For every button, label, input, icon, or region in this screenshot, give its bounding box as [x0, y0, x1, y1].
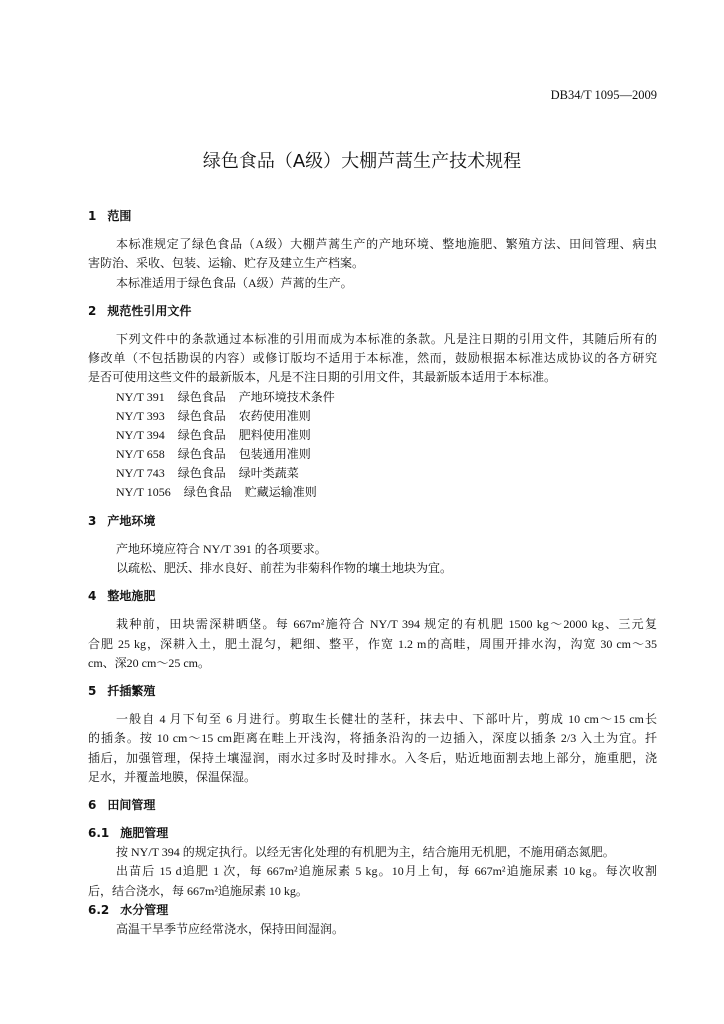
paragraph-line: 的插条。按 10 cm～15 cm距离在畦上开浅沟，将插条沿沟的一边插入，深度以插条 2/3 入土为宜。扦 [88, 731, 657, 746]
reference-series: 绿色食品 [177, 408, 226, 423]
reference-code: NY/T 658 [116, 447, 165, 462]
reference-item [88, 388, 657, 407]
subsection-heading [88, 824, 657, 843]
paragraph-line: 高温干旱季节应经常浇水，保持田间湿润。 [116, 922, 345, 936]
paragraph-line: 出苗后 15 d追肥 1 次，每 667m²追施尿素 5 kg。10月上旬，每 667m²追施尿素 10 kg。每次收割 [116, 864, 657, 879]
section-title: 田间管理 [107, 797, 156, 812]
section-field-management [88, 796, 657, 939]
section-heading [88, 682, 657, 701]
section-propagation [88, 682, 657, 787]
section-title: 整地施肥 [107, 589, 156, 604]
paragraph-line: 害防治、采收、包装、运输、贮存及建立生产档案。 [88, 256, 365, 271]
section-environment [88, 512, 657, 579]
paragraph-line: 本标准适用于绿色食品（A级）芦蒿的生产。 [116, 275, 353, 290]
reference-name: 包装通用准则 [238, 447, 311, 462]
subsection-title: 施肥管理 [120, 826, 169, 841]
section-heading [88, 512, 657, 531]
reference-item [88, 407, 657, 426]
reference-series: 绿色食品 [177, 447, 226, 462]
section-number: 1 [88, 209, 97, 223]
section-soil-fertilizer [88, 587, 657, 673]
paragraph-line: 栽种前，田块需深耕晒垡。每 667m²施符合 NY/T 394 规定的有机肥 1500 kg～2000 kg、三元复 [116, 617, 657, 632]
reference-name: 贮藏运输准则 [244, 485, 317, 500]
reference-item [88, 445, 657, 464]
subsection-number: 6.2 [88, 902, 110, 917]
section-title: 规范性引用文件 [107, 303, 192, 318]
reference-name: 肥料使用准则 [238, 427, 311, 442]
reference-code: NY/T 1056 [116, 485, 171, 500]
section-title: 扦插繁殖 [107, 683, 156, 698]
paragraph-line: 以疏松、肥沃、排水良好、前茬为非菊科作物的壤土地块为宜。 [116, 561, 453, 575]
section-heading [88, 587, 657, 606]
reference-item [88, 464, 657, 483]
section-number: 4 [88, 589, 97, 604]
section-number: 5 [88, 683, 97, 698]
section-normative-references [88, 302, 657, 503]
section-heading [88, 207, 657, 226]
document-body [88, 198, 657, 939]
subsection-heading [88, 901, 657, 920]
document-number: DB34/T 1095—2009 [550, 88, 657, 102]
reference-name: 农药使用准则 [238, 408, 311, 423]
section-scope [88, 207, 657, 293]
paragraph-line: 一般自 4 月下旬至 6 月进行。剪取生长健壮的茎秆，抹去中、下部叶片，剪成 10 cm～15 cm长 [116, 712, 657, 727]
reference-item [88, 483, 657, 502]
reference-item [88, 426, 657, 445]
reference-series: 绿色食品 [177, 466, 226, 481]
paragraph-line: cm、深20 cm～25 cm。 [88, 655, 210, 670]
paragraph-line: 按 NY/T 394 的规定执行。以经无害化处理的有机肥为主，结合施用无机肥，不施用硝态氮肥。 [116, 845, 615, 860]
section-number: 3 [88, 513, 97, 528]
section-number: 2 [88, 303, 97, 318]
reference-name: 绿叶类蔬菜 [238, 466, 299, 481]
reference-code: NY/T 391 [116, 389, 165, 404]
reference-name: 产地环境技术条件 [238, 389, 335, 404]
paragraph-line: 本标准规定了绿色食品（A级）大棚芦蒿生产的产地环境、整地施肥、繁殖方法、田间管理、病虫 [116, 237, 657, 252]
subsection-number: 6.1 [88, 826, 110, 841]
reference-code: NY/T 394 [116, 427, 165, 442]
paragraph-line: 后，结合浇水，每 667m²追施尿素 10 kg。 [88, 883, 308, 898]
paragraph-line: 下列文件中的条款通过本标准的引用而成为本标准的条款。凡是注日期的引用文件，其随后所有的 [116, 331, 657, 346]
section-number: 6 [88, 797, 97, 812]
reference-series: 绿色食品 [177, 427, 226, 442]
paragraph-line: 足水，并覆盖地膜，保温保湿。 [88, 769, 257, 784]
reference-series: 绿色食品 [177, 389, 226, 404]
paragraph-line: 产地环境应符合 NY/T 391 的各项要求。 [116, 541, 327, 556]
reference-series: 绿色食品 [183, 485, 232, 500]
subsection-title: 水分管理 [120, 902, 169, 917]
section-heading [88, 302, 657, 321]
paragraph-line: 修改单（不包括勘误的内容）或修订版均不适用于本标准，然而，鼓励根据本标准达成协议的各方研究 [88, 351, 657, 366]
reference-code: NY/T 743 [116, 466, 165, 481]
section-heading [88, 796, 657, 815]
paragraph-line: 是否可使用这些文件的最新版本，凡是不注日期的引用文件，其最新版本适用于本标准。 [88, 370, 557, 385]
section-title: 产地环境 [107, 513, 156, 528]
section-title: 范围 [107, 209, 132, 223]
reference-code: NY/T 393 [116, 408, 165, 423]
paragraph-line: 插后，加强管理，保持土壤湿润，雨水过多时及时排水。入冬后，贴近地面割去地上部分，施重肥，浇 [88, 750, 657, 765]
paragraph-line: 合肥 25 kg，深耕入土，肥土混匀，耙细、整平，作宽 1.2 m的高畦，周围开排水沟，沟宽 30 cm～35 [88, 636, 657, 651]
document-title: 绿色食品（A级）大棚芦蒿生产技术规程 [202, 151, 522, 172]
